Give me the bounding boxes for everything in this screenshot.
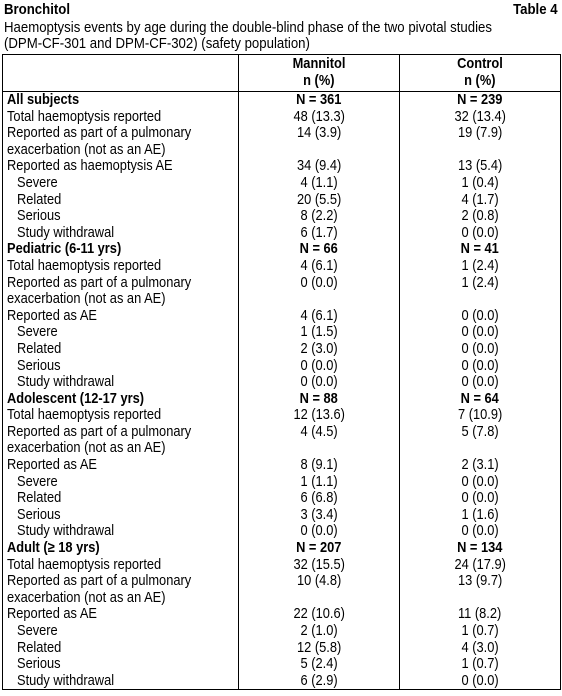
control-value bbox=[400, 341, 561, 358]
mannitol-value bbox=[239, 573, 400, 606]
mannitol-value bbox=[239, 275, 400, 308]
table-row bbox=[3, 606, 561, 623]
table-caption bbox=[0, 20, 562, 54]
control-value-text: 1 (0.7) bbox=[461, 623, 499, 639]
row-label-text: Study withdrawal bbox=[17, 523, 115, 540]
mannitol-value bbox=[239, 92, 400, 109]
row-label bbox=[3, 341, 239, 358]
control-value-text: 0 (0.0) bbox=[461, 523, 499, 540]
mannitol-value-text: 6 (6.8) bbox=[300, 490, 338, 507]
mannitol-value-text: 20 (5.5) bbox=[296, 191, 342, 208]
table-row bbox=[3, 573, 561, 606]
mannitol-value-text: 14 (3.9) bbox=[296, 125, 342, 142]
row-label-text: Total haemoptysis reported bbox=[7, 108, 162, 125]
section-row bbox=[3, 92, 561, 109]
control-value-text: 0 (0.0) bbox=[461, 324, 499, 341]
header-mannitol-label: Mannitol bbox=[292, 56, 346, 72]
mannitol-value bbox=[239, 324, 400, 341]
row-label bbox=[3, 656, 239, 673]
header-control-unit: n (%) bbox=[464, 73, 496, 89]
row-label bbox=[3, 474, 239, 491]
page-header bbox=[0, 0, 562, 20]
control-value-text: N = 41 bbox=[460, 241, 500, 258]
control-value-text: 1 (1.6) bbox=[461, 506, 499, 523]
control-value-text: 32 (13.4) bbox=[454, 108, 506, 125]
control-value bbox=[400, 407, 561, 424]
control-value bbox=[400, 391, 561, 408]
row-label bbox=[3, 523, 239, 540]
row-label-text: Total haemoptysis reported bbox=[7, 257, 162, 274]
mannitol-value bbox=[239, 225, 400, 242]
row-label bbox=[3, 92, 239, 109]
mannitol-value-text: N = 361 bbox=[296, 92, 342, 108]
mannitol-value-text: N = 88 bbox=[299, 390, 339, 407]
control-value bbox=[400, 241, 561, 258]
mannitol-value bbox=[239, 175, 400, 192]
mannitol-value-text: 32 (15.5) bbox=[293, 556, 345, 573]
mannitol-value-text: 12 (13.6) bbox=[293, 407, 345, 424]
section-row bbox=[3, 540, 561, 557]
mannitol-value-text: 12 (5.8) bbox=[296, 639, 342, 656]
row-label-text: Total haemoptysis reported bbox=[7, 556, 162, 573]
table-row bbox=[3, 656, 561, 673]
row-label bbox=[3, 540, 239, 557]
mannitol-value bbox=[239, 308, 400, 325]
row-label bbox=[3, 308, 239, 325]
control-value-text: 1 (2.4) bbox=[461, 274, 499, 291]
control-value bbox=[400, 474, 561, 491]
row-label bbox=[3, 208, 239, 225]
mannitol-value bbox=[239, 523, 400, 540]
control-value-text: 0 (0.0) bbox=[461, 490, 499, 507]
row-label bbox=[3, 640, 239, 657]
control-value-text: 13 (5.4) bbox=[457, 158, 503, 175]
row-label bbox=[3, 490, 239, 507]
control-value bbox=[400, 490, 561, 507]
control-value bbox=[400, 275, 561, 308]
control-value bbox=[400, 109, 561, 126]
mannitol-value-text: N = 66 bbox=[299, 241, 339, 258]
row-label bbox=[3, 374, 239, 391]
control-value-text: 1 (0.7) bbox=[461, 656, 499, 673]
row-label bbox=[3, 358, 239, 375]
row-label bbox=[3, 109, 239, 126]
table-row bbox=[3, 623, 561, 640]
control-value-text: 4 (1.7) bbox=[461, 191, 499, 208]
row-label bbox=[3, 241, 239, 258]
row-label-text: Severe bbox=[17, 623, 58, 639]
table-row bbox=[3, 341, 561, 358]
control-value bbox=[400, 424, 561, 457]
control-value bbox=[400, 573, 561, 606]
mannitol-value bbox=[239, 490, 400, 507]
mannitol-value bbox=[239, 540, 400, 557]
row-label-text: Adult (≥ 18 yrs) bbox=[7, 540, 100, 557]
row-label bbox=[3, 457, 239, 474]
row-label-text: Severe bbox=[17, 324, 58, 341]
control-value bbox=[400, 673, 561, 690]
control-value bbox=[400, 358, 561, 375]
mannitol-value-text: 1 (1.1) bbox=[300, 473, 338, 490]
row-label bbox=[3, 225, 239, 242]
control-value-text: 0 (0.0) bbox=[461, 224, 499, 241]
control-value bbox=[400, 208, 561, 225]
row-label-text: Pediatric (6-11 yrs) bbox=[7, 241, 122, 258]
mannitol-value-text: 6 (1.7) bbox=[300, 224, 338, 241]
product-name: Bronchitol bbox=[4, 1, 70, 18]
table-row bbox=[3, 507, 561, 524]
row-label bbox=[3, 258, 239, 275]
table-row bbox=[3, 175, 561, 192]
mannitol-value-text: 4 (1.1) bbox=[300, 174, 338, 191]
table-row bbox=[3, 324, 561, 341]
mannitol-value-text: 8 (2.2) bbox=[300, 208, 338, 225]
row-label bbox=[3, 673, 239, 690]
row-label-text: Reported as part of a pulmonary bbox=[7, 274, 192, 291]
mannitol-value bbox=[239, 640, 400, 657]
row-label-text: Related bbox=[17, 191, 62, 208]
row-label-text: Serious bbox=[17, 656, 61, 673]
control-value-text: 1 (2.4) bbox=[461, 257, 499, 274]
row-label-text: Total haemoptysis reported bbox=[7, 407, 162, 424]
row-label bbox=[3, 192, 239, 209]
control-value-text: N = 64 bbox=[460, 390, 500, 407]
haemoptysis-table bbox=[2, 54, 561, 690]
control-value-text: 24 (17.9) bbox=[454, 556, 506, 573]
row-label-text: Reported as part of a pulmonary bbox=[7, 573, 192, 590]
mannitol-value bbox=[239, 258, 400, 275]
mannitol-value bbox=[239, 241, 400, 258]
control-value-text: 19 (7.9) bbox=[457, 125, 503, 142]
header-empty-cell bbox=[3, 55, 239, 92]
table-row bbox=[3, 374, 561, 391]
table-row bbox=[3, 407, 561, 424]
row-label-text-cont: exacerbation (not as an AE) bbox=[7, 589, 166, 606]
row-label-text: Reported as part of a pulmonary bbox=[7, 423, 192, 440]
control-value-text: N = 239 bbox=[457, 92, 503, 108]
table-row bbox=[3, 208, 561, 225]
row-label bbox=[3, 158, 239, 175]
control-value bbox=[400, 540, 561, 557]
mannitol-value-text: 4 (6.1) bbox=[300, 307, 338, 324]
mannitol-value-text: 3 (3.4) bbox=[300, 506, 338, 523]
row-label-text: Severe bbox=[17, 473, 58, 490]
mannitol-value bbox=[239, 125, 400, 158]
row-label-text: Serious bbox=[17, 357, 61, 374]
control-value-text: 2 (3.1) bbox=[461, 457, 499, 474]
header-mannitol-unit: n (%) bbox=[303, 73, 335, 89]
row-label bbox=[3, 275, 239, 308]
table-row bbox=[3, 275, 561, 308]
row-label-text: Severe bbox=[17, 174, 58, 191]
section-row bbox=[3, 391, 561, 408]
row-label-text: Related bbox=[17, 340, 62, 357]
header-control-label: Control bbox=[457, 56, 503, 72]
mannitol-value-text: 4 (4.5) bbox=[300, 423, 338, 440]
mannitol-value bbox=[239, 474, 400, 491]
control-value bbox=[400, 225, 561, 242]
mannitol-value-text: 22 (10.6) bbox=[293, 606, 345, 623]
row-label-text: Serious bbox=[17, 506, 61, 523]
mannitol-value-text: 0 (0.0) bbox=[300, 523, 338, 540]
mannitol-value bbox=[239, 192, 400, 209]
row-label bbox=[3, 507, 239, 524]
control-value bbox=[400, 623, 561, 640]
mannitol-value-text: 6 (2.9) bbox=[300, 672, 338, 689]
row-label-text: Serious bbox=[17, 208, 61, 225]
mannitol-value bbox=[239, 656, 400, 673]
control-value-text: 0 (0.0) bbox=[461, 473, 499, 490]
row-label-text: Reported as part of a pulmonary bbox=[7, 125, 192, 142]
mannitol-value-text: 4 (6.1) bbox=[300, 257, 338, 274]
mannitol-value bbox=[239, 391, 400, 408]
control-value bbox=[400, 175, 561, 192]
control-value bbox=[400, 523, 561, 540]
section-row bbox=[3, 241, 561, 258]
control-value bbox=[400, 192, 561, 209]
control-value bbox=[400, 374, 561, 391]
control-value-text: N = 134 bbox=[457, 540, 503, 557]
control-value-text: 1 (0.4) bbox=[461, 174, 499, 191]
control-value-text: 0 (0.0) bbox=[461, 357, 499, 374]
row-label-text: Adolescent (12-17 yrs) bbox=[7, 390, 145, 407]
mannitol-value-text: 0 (0.0) bbox=[300, 374, 338, 391]
control-value-text: 2 (0.8) bbox=[461, 208, 499, 225]
caption-line-2: (DPM-CF-301 and DPM-CF-302) (safety population) bbox=[4, 35, 310, 52]
row-label bbox=[3, 623, 239, 640]
row-label-text: All subjects bbox=[7, 92, 80, 108]
table-row bbox=[3, 358, 561, 375]
table-row bbox=[3, 557, 561, 574]
table-row bbox=[3, 109, 561, 126]
mannitol-value-text: 48 (13.3) bbox=[293, 108, 345, 125]
control-value bbox=[400, 640, 561, 657]
row-label bbox=[3, 424, 239, 457]
mannitol-value-text: 2 (3.0) bbox=[300, 340, 338, 357]
mannitol-value bbox=[239, 208, 400, 225]
control-value bbox=[400, 507, 561, 524]
row-label-text: Study withdrawal bbox=[17, 672, 115, 689]
control-value bbox=[400, 457, 561, 474]
table-row bbox=[3, 158, 561, 175]
mannitol-value bbox=[239, 623, 400, 640]
table-row bbox=[3, 523, 561, 540]
table-body bbox=[3, 92, 561, 690]
mannitol-value bbox=[239, 424, 400, 457]
row-label-text: Reported as haemoptysis AE bbox=[7, 158, 173, 175]
table-number: Table 4 bbox=[513, 1, 558, 18]
control-value bbox=[400, 656, 561, 673]
table-row bbox=[3, 424, 561, 457]
row-label bbox=[3, 125, 239, 158]
table-row bbox=[3, 308, 561, 325]
table-row bbox=[3, 125, 561, 158]
control-value-text: 4 (3.0) bbox=[461, 639, 499, 656]
table-row bbox=[3, 192, 561, 209]
mannitol-value-text: 5 (2.4) bbox=[300, 656, 338, 673]
control-value bbox=[400, 92, 561, 109]
row-label bbox=[3, 391, 239, 408]
control-value bbox=[400, 258, 561, 275]
header-control bbox=[400, 55, 561, 92]
control-value-text: 5 (7.8) bbox=[461, 423, 499, 440]
table-row bbox=[3, 640, 561, 657]
control-value bbox=[400, 308, 561, 325]
control-value-text: 0 (0.0) bbox=[461, 672, 499, 689]
control-value-text: 7 (10.9) bbox=[457, 407, 503, 424]
mannitol-value bbox=[239, 606, 400, 623]
control-value bbox=[400, 606, 561, 623]
row-label bbox=[3, 606, 239, 623]
table-row bbox=[3, 258, 561, 275]
row-label-text: Related bbox=[17, 490, 62, 507]
row-label-text-cont: exacerbation (not as an AE) bbox=[7, 291, 166, 308]
row-label bbox=[3, 324, 239, 341]
mannitol-value-text: N = 207 bbox=[296, 540, 342, 557]
mannitol-value bbox=[239, 457, 400, 474]
mannitol-value bbox=[239, 673, 400, 690]
mannitol-value-text: 34 (9.4) bbox=[296, 158, 342, 175]
control-value bbox=[400, 324, 561, 341]
row-label bbox=[3, 175, 239, 192]
mannitol-value bbox=[239, 358, 400, 375]
row-label bbox=[3, 573, 239, 606]
mannitol-value-text: 0 (0.0) bbox=[300, 274, 338, 291]
mannitol-value-text: 0 (0.0) bbox=[300, 357, 338, 374]
control-value bbox=[400, 557, 561, 574]
control-value-text: 11 (8.2) bbox=[458, 606, 502, 623]
table-row bbox=[3, 457, 561, 474]
row-label-text: Related bbox=[17, 639, 62, 656]
mannitol-value bbox=[239, 407, 400, 424]
mannitol-value bbox=[239, 158, 400, 175]
control-value bbox=[400, 125, 561, 158]
table-row bbox=[3, 225, 561, 242]
table-row bbox=[3, 673, 561, 690]
row-label-text: Reported as AE bbox=[7, 457, 97, 474]
row-label bbox=[3, 557, 239, 574]
mannitol-value-text: 8 (9.1) bbox=[300, 457, 338, 474]
row-label-text: Study withdrawal bbox=[17, 374, 115, 391]
mannitol-value-text: 10 (4.8) bbox=[296, 573, 342, 590]
mannitol-value-text: 2 (1.0) bbox=[300, 623, 338, 639]
control-value-text: 13 (9.7) bbox=[457, 573, 503, 590]
row-label-text: Study withdrawal bbox=[17, 224, 115, 241]
row-label bbox=[3, 407, 239, 424]
row-label-text: Reported as AE bbox=[7, 307, 97, 324]
mannitol-value bbox=[239, 557, 400, 574]
table-header-row bbox=[3, 55, 561, 92]
mannitol-value bbox=[239, 341, 400, 358]
caption-line-1: Haemoptysis events by age during the double-blind phase of the two pivotal studies bbox=[4, 19, 492, 36]
control-value-text: 0 (0.0) bbox=[461, 374, 499, 391]
row-label-text-cont: exacerbation (not as an AE) bbox=[7, 141, 166, 158]
control-value-text: 0 (0.0) bbox=[461, 340, 499, 357]
table-row bbox=[3, 474, 561, 491]
mannitol-value bbox=[239, 507, 400, 524]
mannitol-value bbox=[239, 374, 400, 391]
mannitol-value bbox=[239, 109, 400, 126]
control-value-text: 0 (0.0) bbox=[461, 307, 499, 324]
header-mannitol bbox=[239, 55, 400, 92]
mannitol-value-text: 1 (1.5) bbox=[300, 324, 338, 341]
row-label-text: Reported as AE bbox=[7, 606, 97, 623]
control-value bbox=[400, 158, 561, 175]
table-row bbox=[3, 490, 561, 507]
row-label-text-cont: exacerbation (not as an AE) bbox=[7, 440, 166, 457]
